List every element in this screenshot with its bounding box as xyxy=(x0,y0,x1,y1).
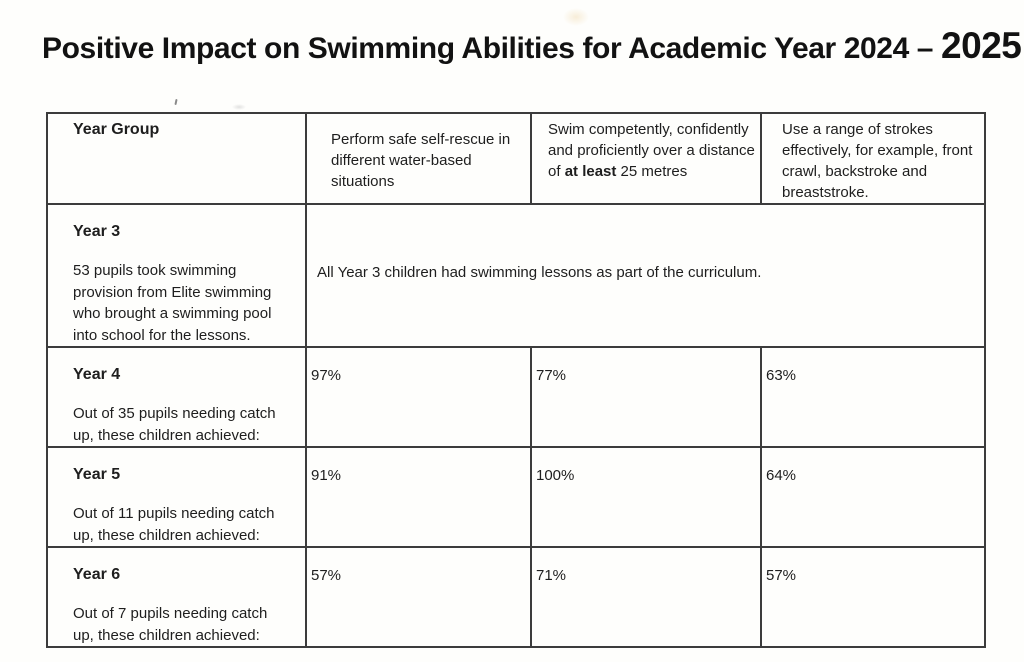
year-4-description: Out of 35 pupils needing catch up, these children achieved: xyxy=(73,405,276,444)
year-5-self-rescue-value: 91% xyxy=(306,447,531,547)
year-6-swim-25m-value: 71% xyxy=(531,547,761,647)
document-title-year-large: 2025 xyxy=(941,25,1022,66)
header-swim-25m-pre: Swim competently, confidently and proficiently over a distance of xyxy=(548,121,755,180)
scan-artifact-mark xyxy=(174,99,177,105)
year-3-description: 53 pupils took swimming provision from Elite swimming who brought a swimming pool into school for the lessons. xyxy=(73,262,272,344)
header-self-rescue-label: Perform safe self-rescue in different water-based situations xyxy=(331,131,511,190)
header-self-rescue xyxy=(306,113,531,204)
year-3-cell xyxy=(47,204,306,347)
year-4-swim-25m-value: 77% xyxy=(531,347,761,447)
year-3-label: Year 3 xyxy=(73,223,121,240)
year-6-strokes-value: 57% xyxy=(761,547,985,647)
row-year-4 xyxy=(47,347,985,447)
year-4-self-rescue-value: 97% xyxy=(306,347,531,447)
row-year-6 xyxy=(47,547,985,647)
document-title-text: Positive Impact on Swimming Abilities for Academic Year 2024 – xyxy=(42,32,934,65)
year-5-label: Year 5 xyxy=(73,466,121,483)
year-6-label: Year 6 xyxy=(73,566,121,583)
row-year-3 xyxy=(47,204,985,347)
header-strokes-label: Use a range of strokes effectively, for example, front crawl, backstroke and breaststroke. xyxy=(782,121,973,201)
year-4-cell xyxy=(47,347,306,447)
year-6-cell xyxy=(47,547,306,647)
year-5-description: Out of 11 pupils needing catch up, these children achieved: xyxy=(73,505,275,544)
year-5-cell xyxy=(47,447,306,547)
scan-artifact-pink xyxy=(563,8,589,26)
year-6-description: Out of 7 pupils needing catch up, these children achieved: xyxy=(73,605,268,644)
document-title xyxy=(42,25,1022,67)
year-5-swim-25m-value: 100% xyxy=(531,447,761,547)
year-4-strokes-value: 63% xyxy=(761,347,985,447)
header-swim-25m xyxy=(531,113,761,204)
header-strokes xyxy=(761,113,985,204)
year-3-merged-note-cell xyxy=(306,204,985,347)
header-year-group-label: Year Group xyxy=(73,121,160,138)
header-year-group xyxy=(47,113,306,204)
row-year-5 xyxy=(47,447,985,547)
year-3-note: All Year 3 children had swimming lessons as part of the curriculum. xyxy=(317,264,762,281)
year-4-label: Year 4 xyxy=(73,366,121,383)
header-swim-25m-bold: at least xyxy=(564,163,617,180)
header-swim-25m-post: 25 metres xyxy=(616,163,688,180)
scan-artifact-smudge xyxy=(232,104,246,110)
year-6-self-rescue-value: 57% xyxy=(306,547,531,647)
year-5-strokes-value: 64% xyxy=(761,447,985,547)
swimming-results-table xyxy=(46,112,986,648)
header-row xyxy=(47,113,985,204)
